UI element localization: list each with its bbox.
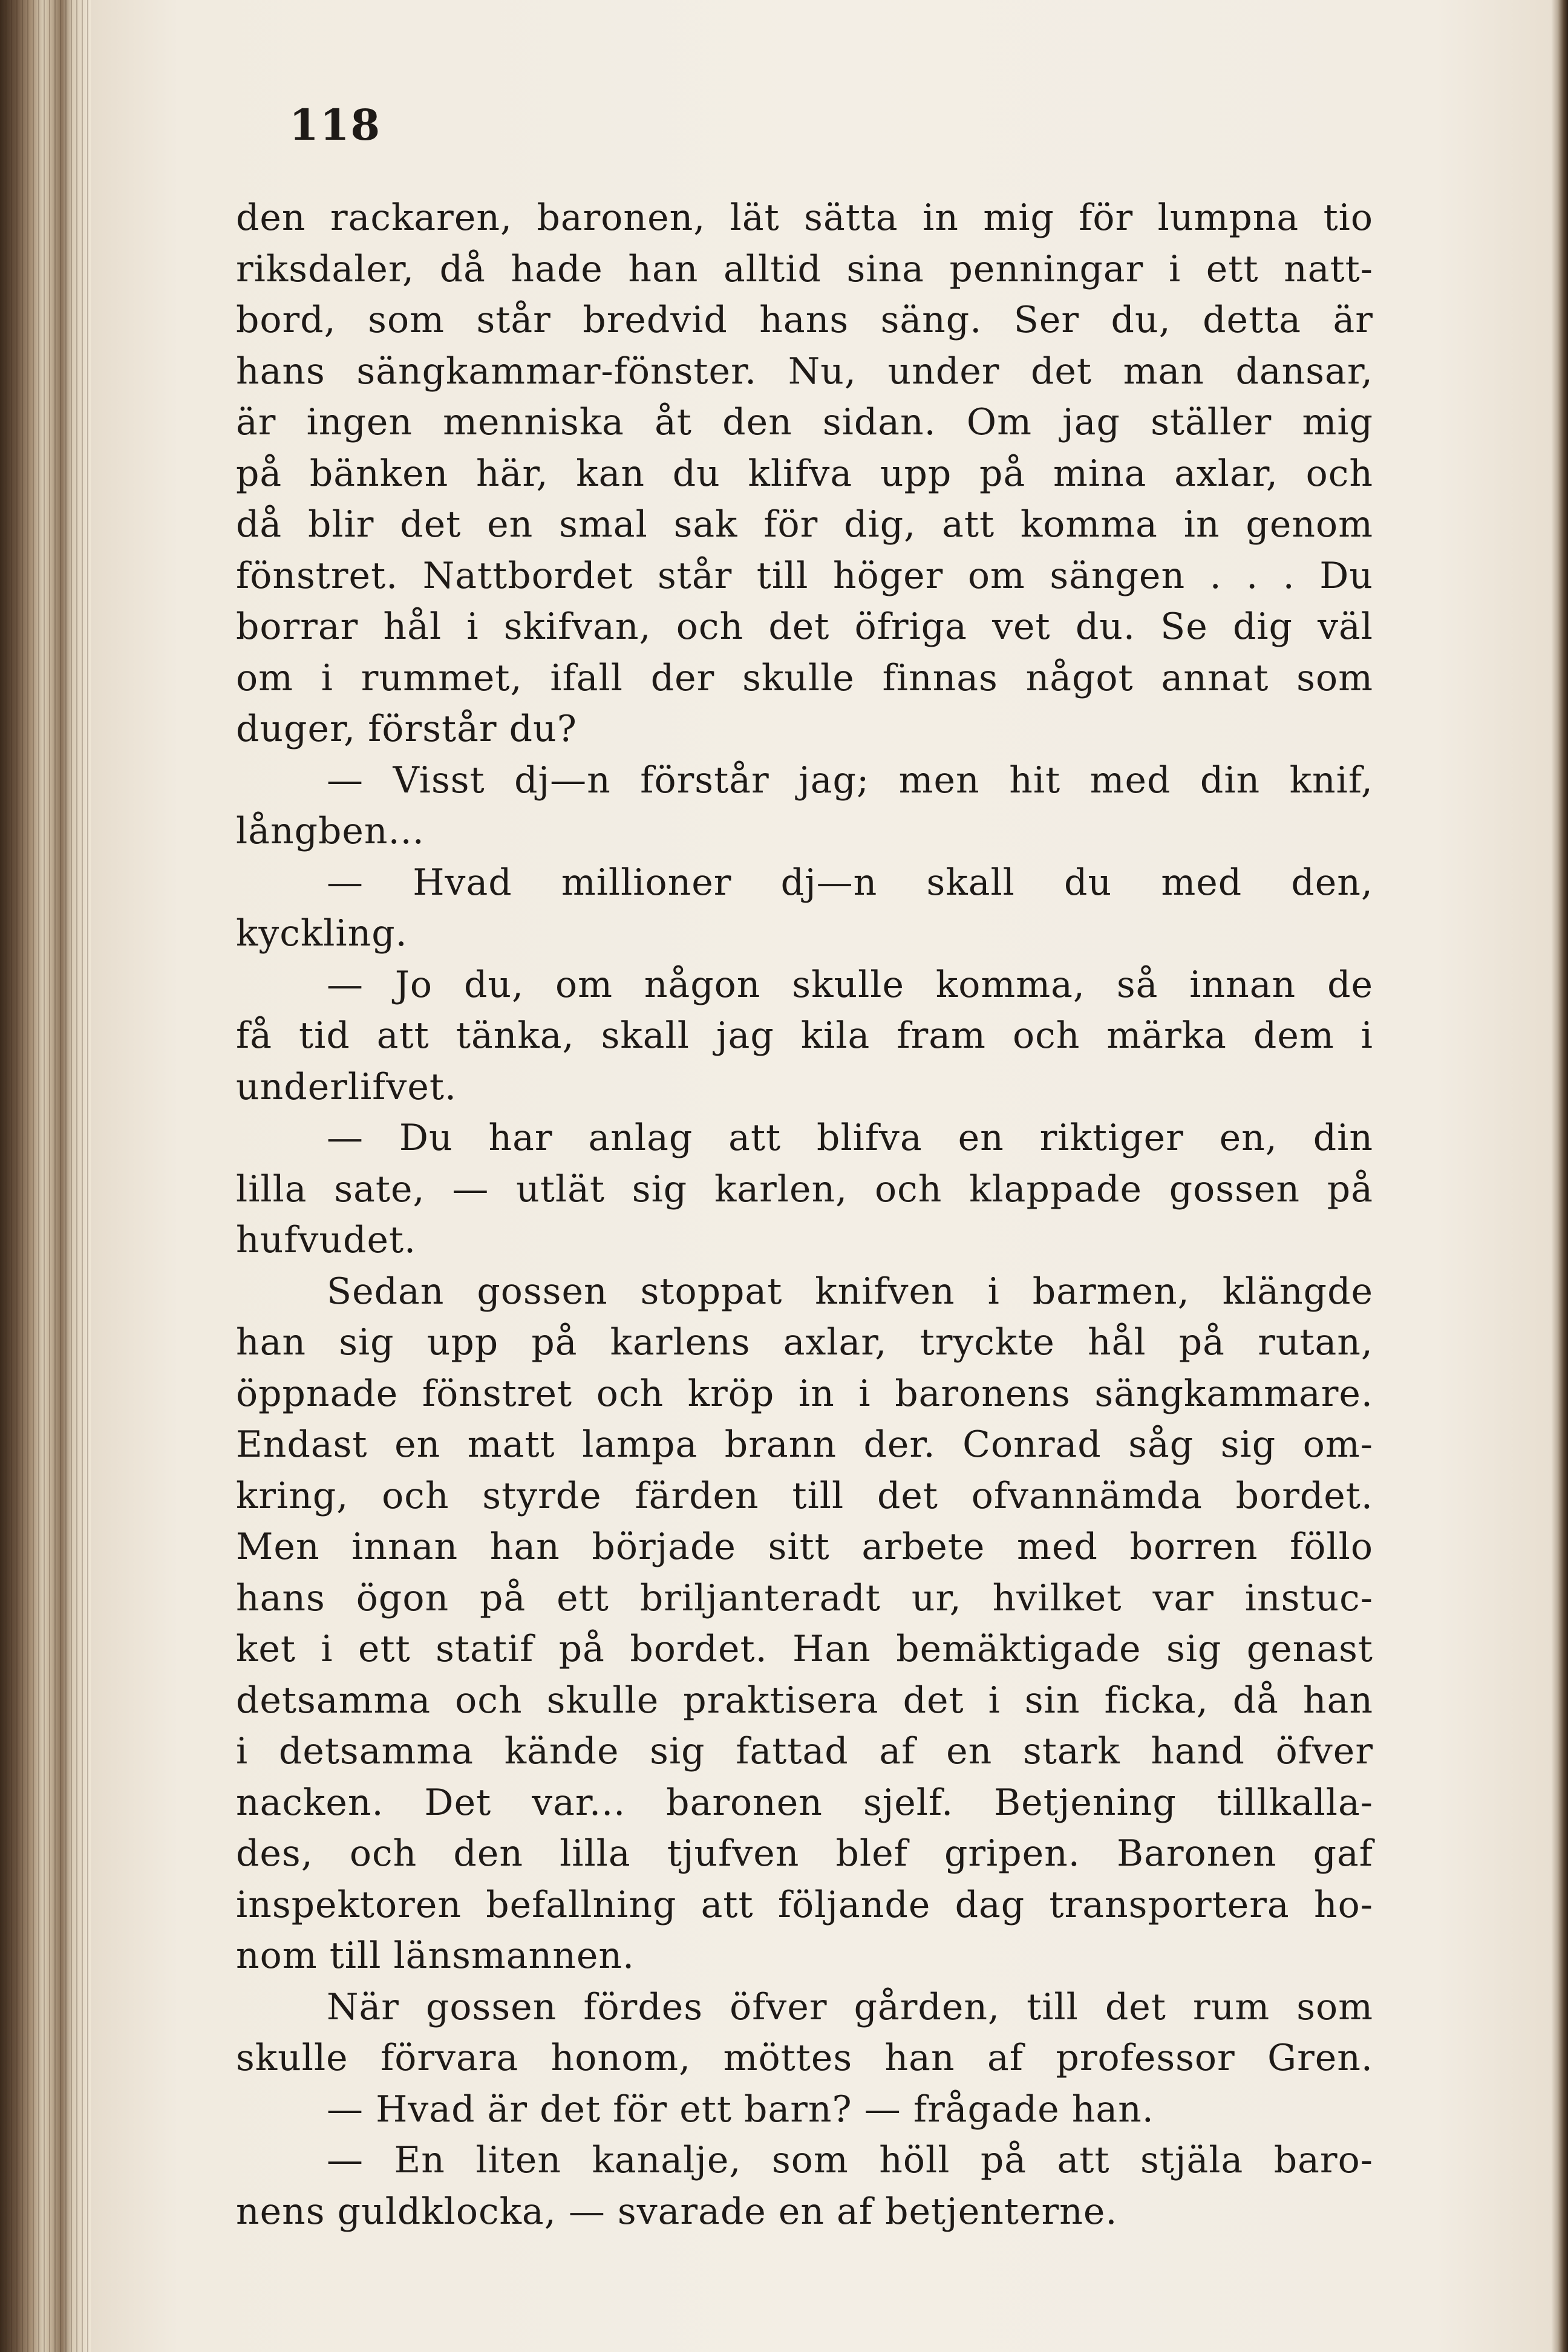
text-line: När gossen fördes öfver gården, till det rum som <box>327 1985 1373 2028</box>
text-line: lilla sate, — utlät sig karlen, och klappade gossen på <box>236 1168 1373 1210</box>
text-line: fönstret. Nattbordet står till höger om sängen . . . Du <box>236 554 1373 597</box>
text-line: borrar hål i skifvan, och det öfriga vet du. Se dig väl <box>236 606 1373 648</box>
book-binding <box>0 0 91 2352</box>
text-line: skulle förvara honom, möttes han af professor Gren. <box>236 2037 1373 2079</box>
text-line: ket i ett statif på bordet. Han bemäktigade sig genast <box>236 1628 1373 1670</box>
page-edge <box>1551 0 1568 2352</box>
text-line: detsamma och skulle praktisera det i sin ficka, då han <box>236 1679 1373 1722</box>
text-line: då blir det en smal sak för dig, att komma in genom <box>236 503 1373 546</box>
text-line: hans ögon på ett briljanteradt ur, hvilket var instuc- <box>236 1576 1373 1619</box>
page-number: 118 <box>289 100 382 150</box>
text-line: des, och den lilla tjufven blef gripen. Baronen gaf <box>236 1832 1373 1875</box>
text-line: nens guldklocka, — svarade en af betjenterne. <box>236 2190 1118 2233</box>
text-line: kring, och styrde färden till det ofvannämda bordet. <box>236 1474 1373 1517</box>
text-line: — Du har anlag att blifva en riktiger en, din <box>327 1117 1373 1159</box>
text-line: om i rummet, ifall der skulle finnas något annat som <box>236 656 1373 699</box>
text-line: underlifvet. <box>236 1065 457 1108</box>
text-line: — Hvad är det för ett barn? — frågade han. <box>327 2088 1154 2131</box>
text-line: Sedan gossen stoppat knifven i barmen, klängde <box>327 1270 1373 1313</box>
text-line: — Hvad millioner dj—n skall du med den, <box>327 861 1373 904</box>
text-line: nom till länsmannen. <box>236 1935 635 1977</box>
text-line: riksdaler, då hade han alltid sina penningar i ett natt- <box>236 247 1373 290</box>
text-line: Endast en matt lampa brann der. Conrad såg sig om- <box>236 1423 1373 1466</box>
text-line: hufvudet. <box>236 1219 417 1261</box>
book-page <box>91 0 1551 2352</box>
text-line: på bänken här, kan du klifva upp på mina axlar, och <box>236 452 1373 495</box>
text-line: få tid att tänka, skall jag kila fram och märka dem i <box>236 1014 1373 1057</box>
text-line: han sig upp på karlens axlar, tryckte hål på rutan, <box>236 1321 1373 1364</box>
text-line: öppnade fönstret och kröp in i baronens sängkammare. <box>236 1372 1373 1415</box>
text-line: den rackaren, baronen, lät sätta in mig för lumpna tio <box>236 197 1373 239</box>
text-line: långben... <box>236 810 425 852</box>
text-line: är ingen menniska åt den sidan. Om jag ställer mig <box>236 401 1373 443</box>
text-line: nacken. Det var... baronen sjelf. Betjening tillkalla- <box>236 1781 1373 1824</box>
text-line: kyckling. <box>236 912 408 955</box>
text-line: inspektoren befallning att följande dag transportera ho- <box>236 1883 1373 1926</box>
page-body-text <box>236 192 1373 2237</box>
text-line: — En liten kanalje, som höll på att stjäla baro- <box>327 2139 1373 2181</box>
text-line: hans sängkammar-fönster. Nu, under det man dansar, <box>236 350 1373 393</box>
text-line: Men innan han började sitt arbete med borren föllo <box>236 1526 1373 1568</box>
text-line: i detsamma kände sig fattad af en stark hand öfver <box>236 1730 1373 1772</box>
text-line: duger, förstår du? <box>236 708 577 750</box>
text-line: bord, som står bredvid hans säng. Ser du, detta är <box>236 299 1373 341</box>
text-line: — Jo du, om någon skulle komma, så innan de <box>327 963 1373 1006</box>
text-line: — Visst dj—n förstår jag; men hit med din knif, <box>327 759 1373 802</box>
